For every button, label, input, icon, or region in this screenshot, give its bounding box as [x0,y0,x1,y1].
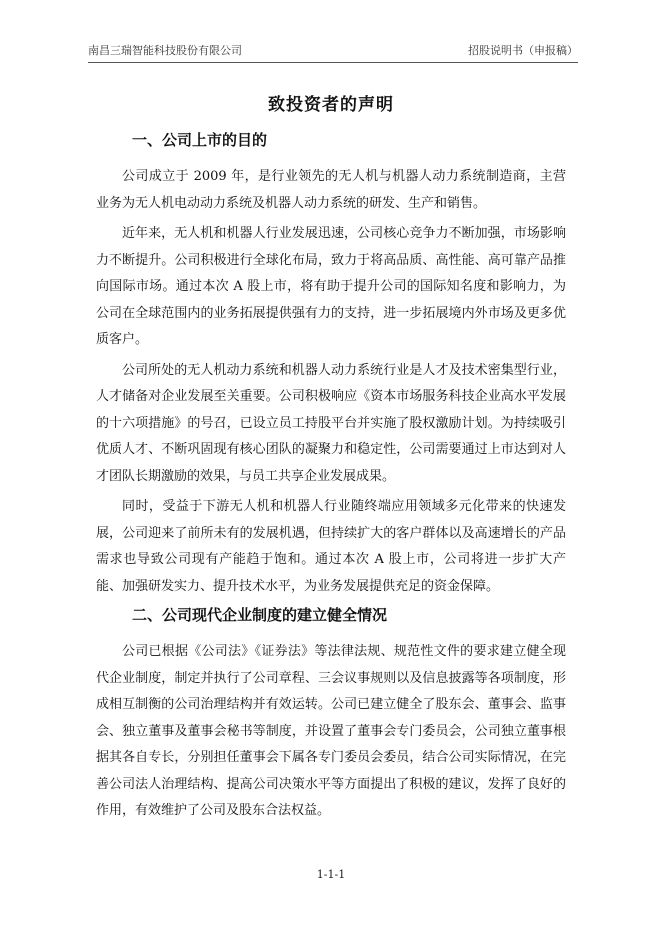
section-heading-corporate-governance: 二、公司现代企业制度的建立健全情况 [132,606,388,624]
page-number: 1-1-1 [316,868,346,881]
page-header [88,42,578,62]
paragraph: 公司已根据《公司法》《证券法》等法律法规、规范性文件的要求建立健全现代企业制度，制定并执行了公司章程、三会议事规则以及信息披露等各项制度，形成相互制衡的公司治理结构并有效运转。公司已建立健全了股东会、董事会、监事会、独立董事及董事会秘书等制度，并设置了董事会专门委员会，公司独立董事根据其各自专长，分别担任董事会下属各专门委员会委员，结合公司实际情况，在完善公司法人治理结构、提高公司决策水平等方面提出了积极的建议，发挥了良好的作用，有效维护了公司及股东合法权益。 [96,644,566,818]
header-document-type: 招股说明书（申报稿） [468,44,578,57]
paragraph: 同时，受益于下游无人机和机器人行业随终端应用领域多元化带来的快速发展，公司迎来了前所未有的发展机遇，但持续扩大的客户群体以及高速增长的产品需求也导致公司现有产能趋于饱和。通过本次 A 股上市，公司将进一步扩大产能、加强研发实力、提升技术水平，为业务发展提供充足的资金保障。 [96,499,566,594]
document-title: 致投资者的声明 [268,95,394,115]
header-divider [88,62,578,63]
section-heading-listing-purpose: 一、公司上市的目的 [132,131,268,149]
paragraph: 近年来，无人机和机器人行业发展迅速，公司核心竞争力不断加强，市场影响力不断提升。公司积极进行全球化布局，致力于将高品质、高性能、高可靠产品推向国际市场。通过本次 A 股上市，将有助于提升公司的国际知名度和影响力，为公司在全球范围内的业务拓展提供强有力的支持，进一步拓展境内外市场及更多优质客户。 [96,226,566,347]
header-company-name: 南昌三瑞智能科技股份有限公司 [88,44,242,57]
paragraph: 公司所处的无人机动力系统和机器人动力系统行业是人才及技术密集型行业，人才储备对企业发展至关重要。公司积极响应《资本市场服务科技企业高水平发展的十六项措施》的号召，已设立员工持股平台并实施了股权激励计划。为持续吸引优质人才、不断巩固现有核心团队的凝聚力和稳定性，公司需要通过上市达到对人才团队长期激励的效果，与员工共享企业发展成果。 [96,362,566,484]
paragraph: 公司成立于 2009 年，是行业领先的无人机与机器人动力系统制造商，主营业务为无人机电动动力系统及机器人动力系统的研发、生产和销售。 [96,169,566,211]
document-body [96,90,566,829]
